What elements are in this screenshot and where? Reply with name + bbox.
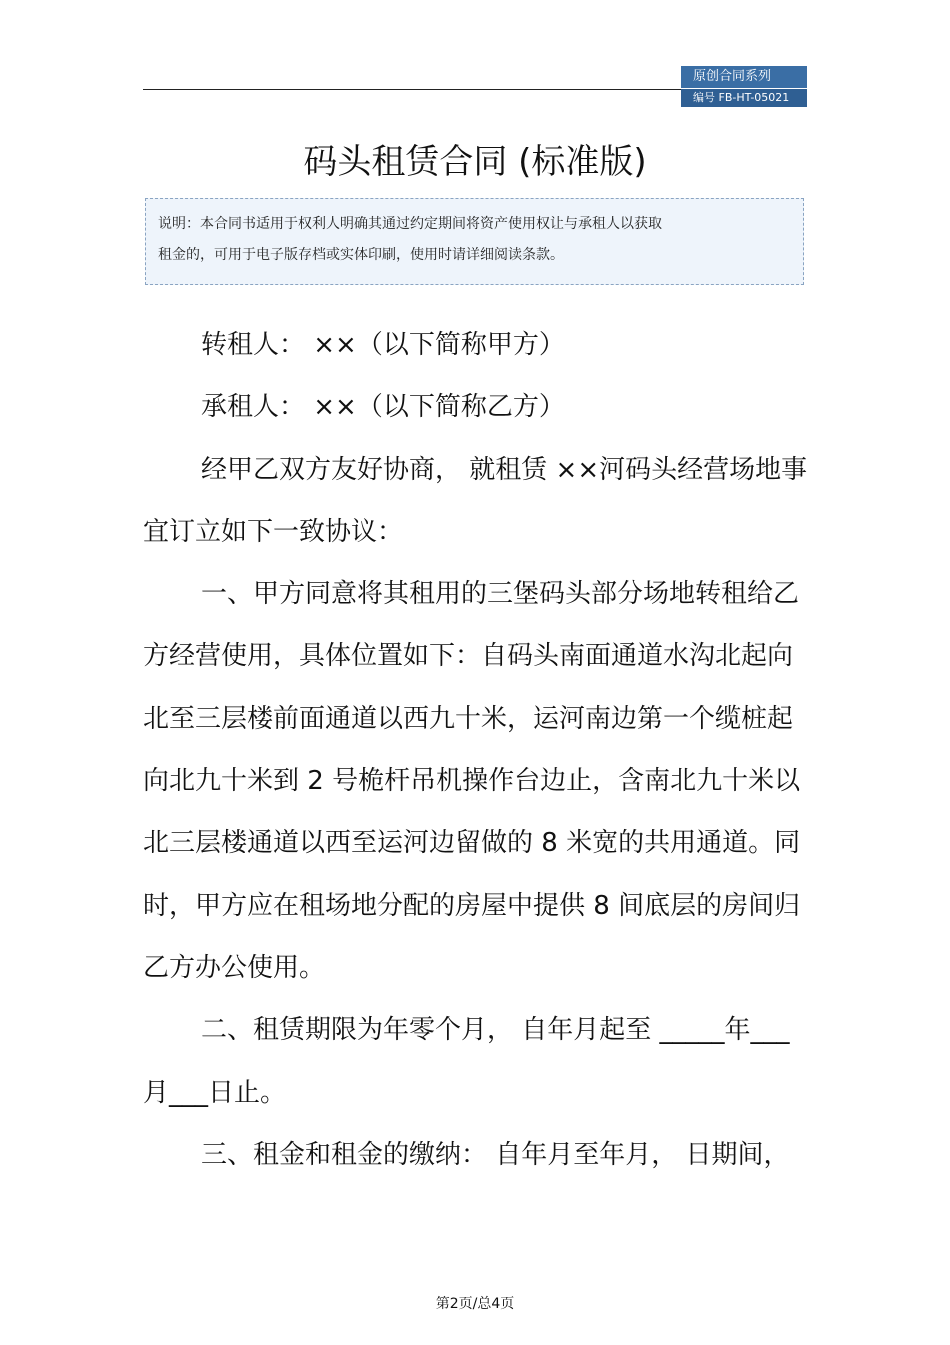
paragraph-agreement: 经甲乙双方友好协商， 就租赁 ××河码头经营场地事宜订立如下一致协议：	[143, 454, 808, 547]
header-rule	[143, 89, 681, 90]
document-title: 码头租赁合同 (标准版)	[303, 142, 647, 182]
note-line-1: 说明：本合同书适用于权利人明确其通过约定期间将资产使用权让与承租人以获取	[158, 216, 662, 232]
note-line-2: 租金的，可用于电子版存档或实体印刷，使用时请详细阅读条款。	[158, 247, 564, 263]
paragraph-lessee: 承租人： ××（以下简称乙方）	[201, 392, 565, 423]
series-badge: 原创合同系列	[681, 66, 807, 88]
paragraph-lessor: 转租人： ××（以下简称甲方）	[201, 330, 565, 360]
page-footer: 第2页/总4页	[435, 1296, 515, 1312]
contract-body	[143, 314, 813, 1186]
code-badge: 编号 FB-HT-05021	[681, 89, 807, 107]
paragraph-clause-1: 一、甲方同意将其租用的三堡码头部分场地转租给乙方经营使用，具体位置如下：自码头南面通道水沟北起向北至三层楼前面通道以西九十米，运河南边第一个缆桩起向北九十米到 2 号桅杆吊机操作台边止，含南北九十米以北三层楼通道以西至运河边留做的 8 米宽的共用通道。同时，甲方应在租场地分配的房屋中提供 8 间底层的房间归乙方办公使用。	[143, 579, 801, 983]
paragraph-clause-2: 二、租赁期限为年零个月， 自年月起至 _____年___月___日止。	[143, 1015, 790, 1108]
paragraph-clause-3: 三、租金和租金的缴纳： 自年月至年月， 日期间，	[201, 1139, 790, 1170]
note-box	[145, 198, 804, 285]
